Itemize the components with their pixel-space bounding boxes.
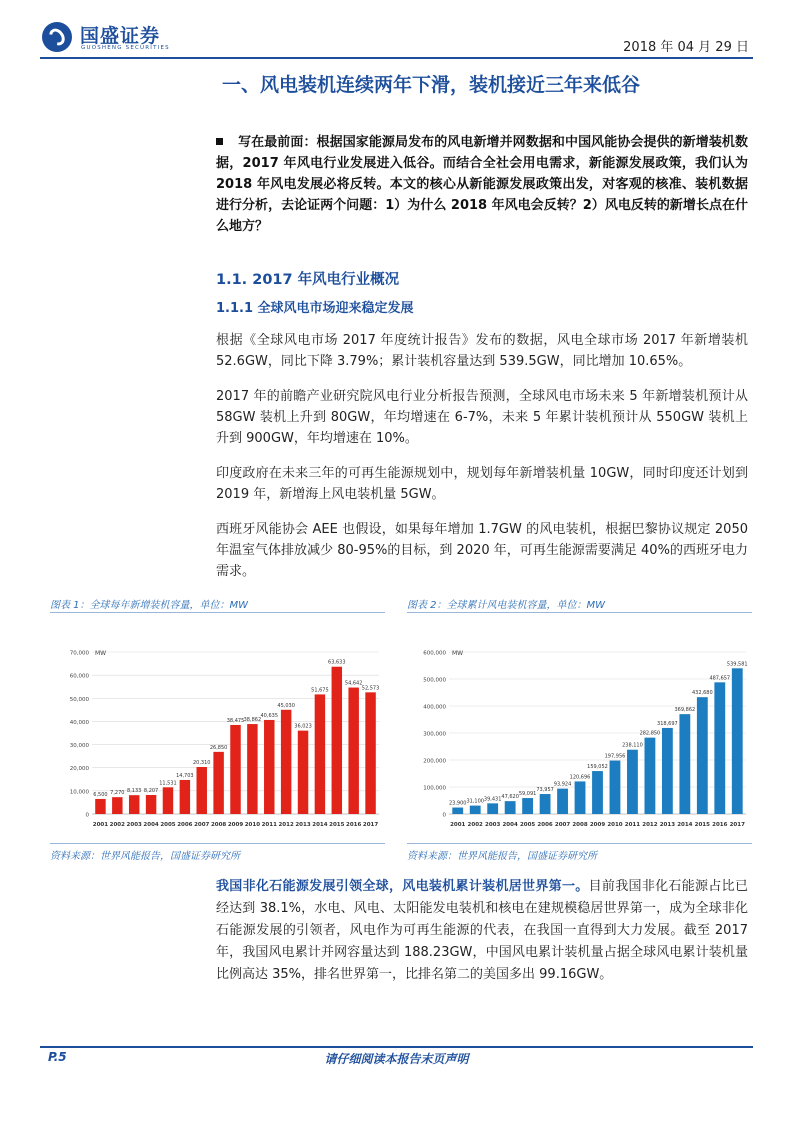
paragraph-body: 目前我国非化石能源占比已经达到 38.1%，水电、风电、太阳能发电装机和核电在建规模稳居世界第一，成为全球非化石能源发展的引领者，风电作为可再生能源的代表，在我国一直得到大力发展。截至 2017 年，我国风电累计并网容量达到 188.23GW，中国风电累计装机量占据全球风电累计装机量比例高达 35%，排名世界第一，比排名第二的美国多出 99.16GW。 [216,879,748,982]
chart2-x-tick-label: 2009 [589,822,606,828]
chart1-bar [180,780,190,814]
chart1-bar [129,795,139,814]
chart1-data-label: 54,642 [344,680,363,687]
paragraph-2: 2017 年的前瞻产业研究院风电行业分析报告预测，全球风电市场未来 5 年新增装机预计从 58GW 装机上升到 80GW，年均增速在 6-7%，未来 5 年累计装机预计从 550GW 装机上升到 900GW，年均增速在 10%。 [216,389,748,446]
chart1-y-tick-label: 20,000 [69,766,89,773]
chart1-data-label: 38,862 [243,717,262,724]
chart1-x-tick-label: 2003 [126,822,142,828]
chart1-y-tick-label: 30,000 [69,743,89,750]
chart2-x-tick-label: 2007 [554,822,571,828]
chart2-bar [505,801,516,814]
report-date: 2018 年 04 月 29 日 [623,40,749,55]
chart1-bar [348,688,358,814]
chart1-bar [95,799,105,814]
footer-divider [40,1046,753,1048]
chart2-y-tick-label: 200,000 [423,758,446,765]
chart2-x-tick-label: 2014 [677,822,693,828]
chart2-data-label: 238,110 [622,742,643,749]
chart1-bar [247,724,257,814]
chart2-data-label: 197,956 [604,753,626,760]
chart1-x-tick-label: 2002 [109,822,125,828]
chart2-bar [662,728,673,814]
chart1-bar [264,720,274,814]
chart2-data-label: 23,900 [448,800,467,807]
chart2-data-label: 93,924 [553,781,572,788]
chart1-x-tick-label: 2015 [329,822,345,828]
chart1-x-tick-label: 2012 [278,822,294,828]
chart1-data-label: 40,635 [260,712,279,719]
chart1-bar [230,725,240,814]
logo-english-name: GUOSHENG SECURITIES [81,45,170,51]
chart2-bar [610,761,621,814]
chart2-data-label: 47,620 [501,794,519,801]
chart-2-caption-rule [407,612,752,613]
chart1-x-tick-label: 2001 [92,822,109,828]
chart2-x-tick-label: 2003 [485,822,501,828]
chart2-bar [627,750,638,814]
chart-annual-new-capacity [50,636,385,836]
chart1-bar [298,731,308,814]
chart1-bar [365,692,375,814]
chart2-bar [697,697,708,814]
chart1-bar [332,667,342,814]
paragraph-3: 印度政府在未来三年的可再生能源规划中，规划每年新增装机量 10GW，同时印度还计划到 2019 年，新增海上风电装机量 5GW。 [216,466,748,502]
chart2-bar [557,789,568,814]
chart1-x-tick-label: 2008 [210,822,227,828]
chart1-y-axis-label: MW [95,650,107,657]
chart1-x-tick-label: 2013 [295,822,311,828]
paragraph-china-wind [216,876,748,986]
company-logo [38,20,188,56]
chart1-x-tick-label: 2010 [244,822,261,828]
chart2-bar [714,682,725,814]
chart-2-source: 资料来源：世界风能报告，国盛证券研究所 [407,851,597,862]
chart1-bar [163,787,173,814]
chart2-data-label: 31,100 [466,798,484,805]
header-divider [40,57,753,59]
chart1-y-tick-label: 50,000 [69,696,89,703]
chart2-bar [540,794,551,814]
chart-2-source-rule [407,843,752,844]
chart2-bar [732,668,743,814]
chart2-y-tick-label: 300,000 [423,731,446,738]
chart2-data-label: 59,091 [518,791,537,798]
chart1-bar [146,795,156,814]
chart2-x-tick-label: 2012 [642,822,658,828]
chart2-data-label: 539,581 [726,661,748,668]
heading-2017-overview: 1.1. 2017 年风电行业概况 [216,272,400,288]
chart2-x-tick-label: 2002 [467,822,483,828]
chart1-x-tick-label: 2009 [227,822,244,828]
chart2-y-tick-label: 0 [442,812,446,819]
chart2-x-tick-label: 2005 [519,822,536,828]
chart-1-caption-rule [50,612,385,613]
chart2-data-label: 282,850 [639,730,661,737]
chart1-data-label: 8,133 [127,788,142,795]
chart2-bar [452,808,463,814]
chart1-data-label: 26,850 [209,744,228,751]
chart2-y-tick-label: 500,000 [423,677,446,684]
paragraph-1: 根据《全球风电市场 2017 年度统计报告》发布的数据，风电全球市场 2017 年新增装机 52.6GW，同比下降 3.79%；累计装机容量达到 539.5GW，同比增加 10.65%。 [216,333,748,369]
chart2-x-tick-label: 2011 [624,822,641,828]
chart2-y-tick-label: 400,000 [423,704,446,711]
chart1-x-tick-label: 2007 [194,822,210,828]
chart1-data-label: 6,500 [93,791,108,798]
chart1-bar [315,694,325,814]
chart1-y-tick-label: 0 [85,812,89,819]
chart-1-source-rule [50,843,385,844]
chart2-data-label: 39,431 [483,796,502,803]
chart1-data-label: 8,207 [143,788,159,795]
chart1-x-tick-label: 2017 [362,822,379,828]
heading-global-market: 1.1.1 全球风电市场迎来稳定发展 [216,301,414,316]
chart2-x-tick-label: 2008 [572,822,588,828]
chart-cumulative-capacity [407,636,752,836]
chart2-bar [679,714,690,814]
chart2-x-tick-label: 2010 [607,822,623,828]
chart2-data-label: 487,657 [709,675,731,682]
chart1-x-tick-label: 2014 [312,822,328,828]
chart1-data-label: 45,030 [277,702,295,709]
chart2-bar [487,803,498,814]
chart1-x-tick-label: 2005 [160,822,176,828]
chart2-x-tick-label: 2001 [450,822,466,828]
chart-1-caption: 图表 1：全球每年新增装机容量，单位：MW [50,600,249,611]
chart1-data-label: 20,310 [192,759,211,766]
chart1-y-tick-label: 10,000 [69,789,89,796]
summary-text: 写在最前面：根据国家能源局发布的风电新增并网数据和中国风能协会提供的新增装机数据，2017 年风电行业发展进入低谷。而结合全社会用电需求，新能源发展政策，我们认为 2018 年风电发展必将反转。本文的核心从新能源发展政策出发，对客观的核准、装机数据进行分析，去论证两个问题：1）为什么 2018 年风电会反转？2）风电反转的新增长点在什么地方？ [216,135,748,234]
chart-1-source: 资料来源：世界风能报告，国盛证券研究所 [50,851,240,862]
chart2-y-tick-label: 100,000 [423,785,446,792]
chart1-y-tick-label: 60,000 [69,673,89,680]
chart1-y-tick-label: 70,000 [69,650,89,657]
chart2-x-tick-label: 2015 [694,822,710,828]
chart2-x-tick-label: 2016 [712,822,728,828]
chart1-data-label: 11,531 [159,780,177,787]
chart1-data-label: 51,675 [311,687,329,694]
chart2-data-label: 318,697 [657,720,678,727]
chart1-x-tick-label: 2004 [143,822,159,828]
chart1-data-label: 38,475 [226,717,245,724]
chart2-x-tick-label: 2004 [502,822,518,828]
chart1-x-tick-label: 2006 [177,822,193,828]
chart1-y-tick-label: 40,000 [69,719,89,726]
chart2-data-label: 369,862 [674,707,696,714]
paragraph-4: 西班牙风能协会 AEE 也假设，如果每年增加 1.7GW 的风电装机，根据巴黎协议规定 2050 年温室气体排放减少 80-95%的目标，到 2020 年，可再生能源需要满足 40%的西班牙电力需求。 [216,522,748,579]
footer-disclaimer: 请仔细阅读本报告末页声明 [324,1052,469,1066]
chart2-bar [592,771,603,814]
page-number: P.5 [48,1050,67,1064]
chart2-bar [575,781,586,814]
chart1-data-label: 7,270 [110,790,125,797]
chart1-data-label: 63,633 [328,659,346,666]
chart2-x-tick-label: 2013 [659,822,676,828]
chart1-bar [197,767,207,814]
chart2-bar [644,738,655,814]
summary-paragraph [216,132,748,237]
chart1-bar [112,797,122,814]
chart1-data-label: 52,573 [361,685,380,692]
chart2-x-tick-label: 2017 [729,822,745,828]
chart1-x-tick-label: 2011 [261,822,277,828]
chart1-bar [213,752,223,814]
chart2-bar [470,806,481,814]
chart1-data-label: 36,023 [294,723,312,730]
paragraph-lead: 我国非化石能源发展引领全球，风电装机累计装机居世界第一。 [216,879,589,894]
chart2-x-tick-label: 2006 [537,822,553,828]
chart1-bar [281,710,291,814]
chart2-y-tick-label: 600,000 [423,650,446,657]
chart1-x-tick-label: 2016 [346,822,362,828]
logo-mark-icon [42,22,72,52]
logo-name: 国盛证券 [80,25,161,47]
chart2-data-label: 120,696 [569,774,591,781]
chart2-y-axis-label: MW [452,650,464,657]
chart2-bar [522,798,533,814]
chart1-data-label: 14,703 [176,772,194,779]
chart2-data-label: 159,052 [587,764,608,771]
section-title: 一、风电装机连续两年下滑，装机接近三年来低谷 [222,74,641,96]
chart-2-caption: 图表 2：全球累计风电装机容量，单位：MW [407,600,606,611]
chart2-data-label: 73,957 [536,787,554,794]
chart2-data-label: 432,680 [691,690,713,697]
